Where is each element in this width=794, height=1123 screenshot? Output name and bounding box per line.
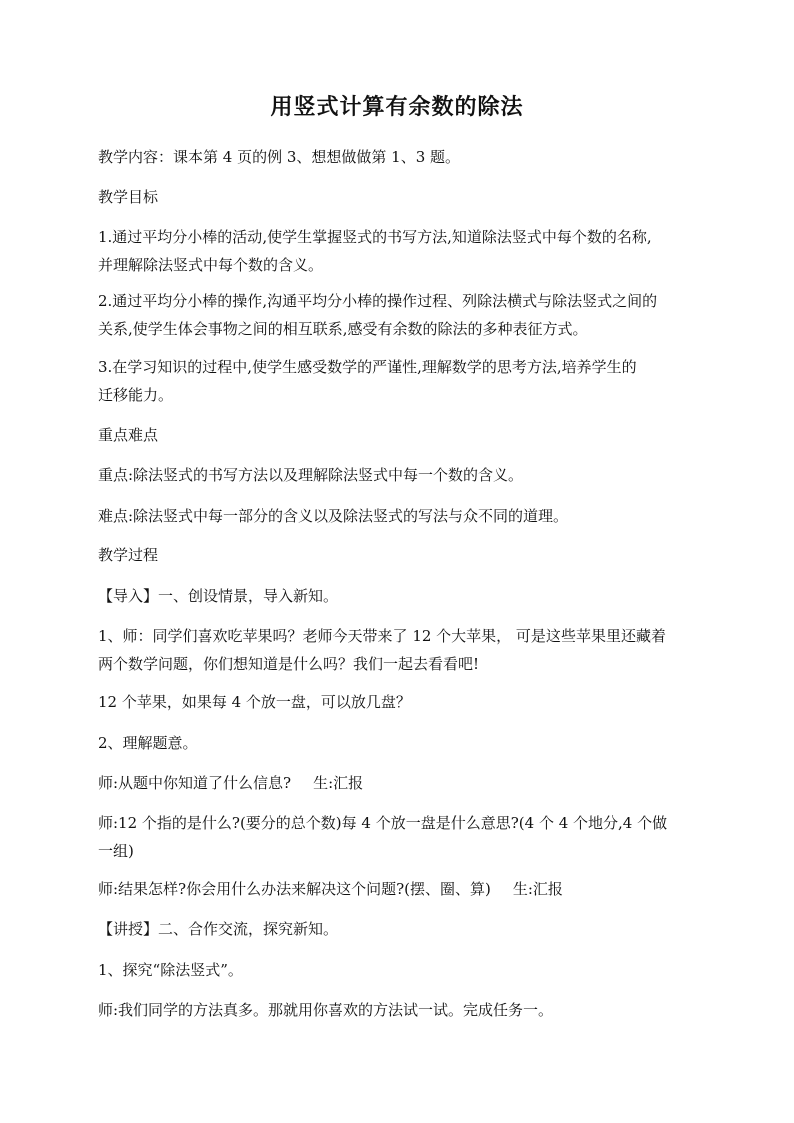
qa-2-line-1: 师:12 个指的是什么?(要分的总个数)每 4 个放一盘是什么意思?(4 个 4 个地分,4 个做 <box>98 814 668 832</box>
goal-3-line-1: 3.在学习知识的过程中,使学生感受数学的严谨性,理解数学的思考方法,培养学生的 <box>98 358 637 376</box>
document-title: 用竖式计算有余数的除法 <box>270 94 524 120</box>
explore-division: 1、探究“除法竖式”。 <box>98 961 243 979</box>
task-one: 师:我们同学的方法真多。那就用你喜欢的方法试一试。完成任务一。 <box>98 1001 554 1019</box>
goal-1 <box>98 223 698 279</box>
step-1-line-1: 1、师：同学们喜欢吃苹果吗？老师今天带来了 12 个大苹果， 可是这些苹果里还藏着 <box>98 627 666 645</box>
goal-3 <box>98 353 698 409</box>
qa-2-line-2: 一组) <box>98 842 134 860</box>
qa-3-teacher: 师:结果怎样?你会用什么办法来解决这个问题?(摆、圈、算) <box>98 880 491 898</box>
qa-1 <box>98 769 698 797</box>
intro-heading: 【导入】一、创设情景，导入新知。 <box>98 587 339 605</box>
goal-1-line-2: 并理解除法竖式中每个数的含义。 <box>98 256 324 274</box>
qa-2 <box>98 809 698 865</box>
goal-2 <box>98 287 698 343</box>
goal-3-line-2: 迁移能力。 <box>98 386 174 404</box>
qa-3 <box>98 875 698 903</box>
step-1-line-2: 两个数学问题，你们想知道是什么吗？我们一起去看看吧! <box>98 655 480 673</box>
key-difficult-heading: 重点难点 <box>98 426 159 444</box>
goals-heading: 教学目标 <box>98 188 159 206</box>
problem-statement: 12 个苹果，如果每 4 个放一盘，可以放几盘？ <box>98 693 411 711</box>
difficult-point: 难点:除法竖式中每一部分的含义以及除法竖式的写法与众不同的道理。 <box>98 507 569 525</box>
qa-1-teacher: 师:从题中你知道了什么信息? <box>98 774 292 792</box>
key-point: 重点:除法竖式的书写方法以及理解除法竖式中每一个数的含义。 <box>98 466 524 484</box>
process-heading: 教学过程 <box>98 546 159 564</box>
goal-1-line-1: 1.通过平均分小棒的活动,使学生掌握竖式的书写方法,知道除法竖式中每个数的名称, <box>98 228 652 246</box>
teaching-content: 教学内容：课本第 4 页的例 3、想想做做第 1、3 题。 <box>98 148 461 166</box>
step-2: 2、理解题意。 <box>98 734 198 752</box>
goal-2-line-2: 关系,使学生体会事物之间的相互联系,感受有余数的除法的多种表征方式。 <box>98 320 588 338</box>
goal-2-line-1: 2.通过平均分小棒的操作,沟通平均分小棒的操作过程、列除法横式与除法竖式之间的 <box>98 292 658 310</box>
qa-1-student: 生:汇报 <box>313 774 364 792</box>
teach-heading: 【讲授】二、合作交流，探究新知。 <box>98 920 339 938</box>
qa-3-student: 生:汇报 <box>512 880 563 898</box>
step-1 <box>98 622 698 678</box>
